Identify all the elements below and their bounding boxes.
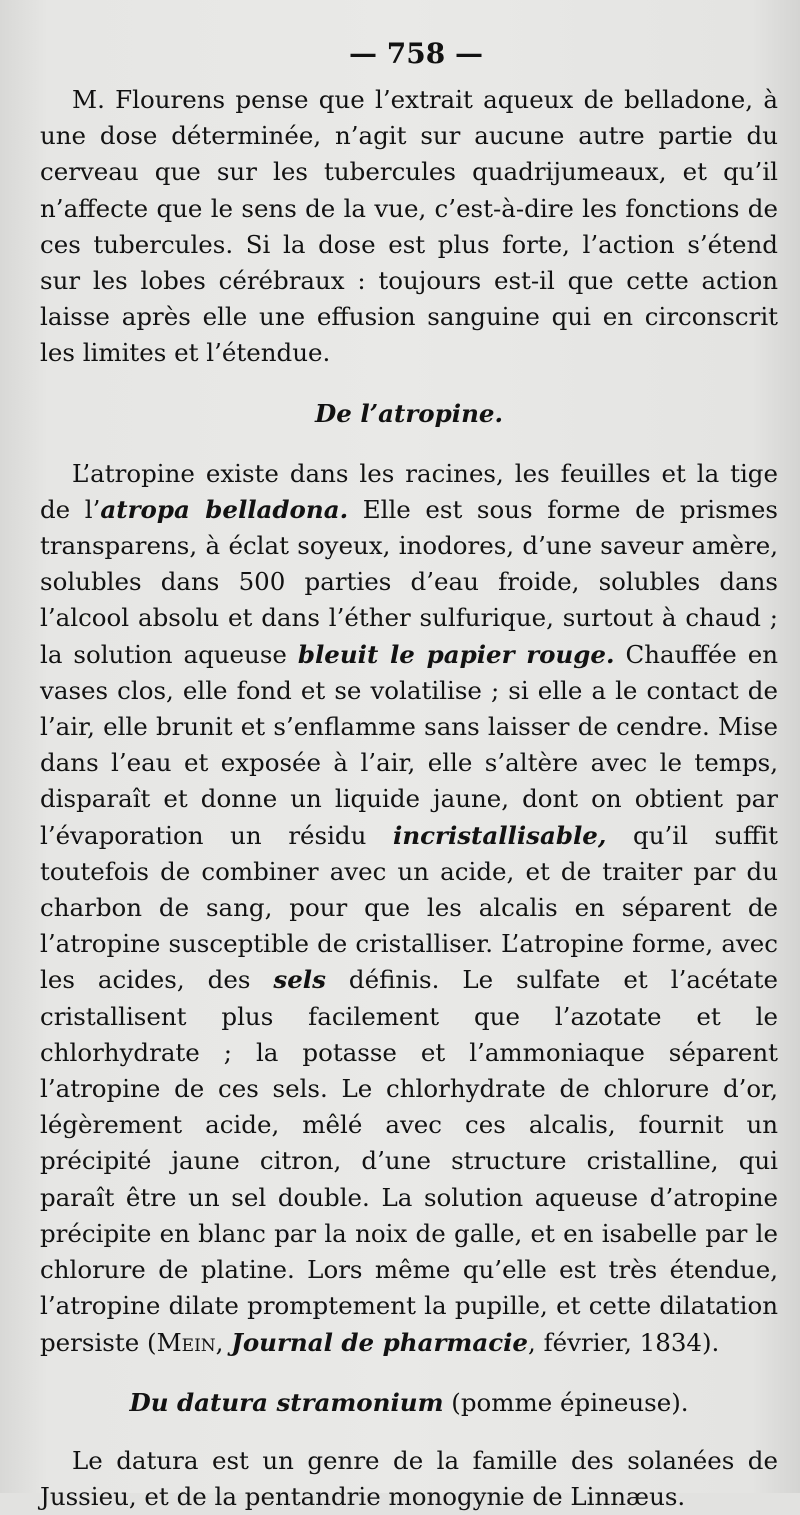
italic-word: incristallisable, [393,820,607,850]
paragraph-flourens [40,82,778,372]
italic-species-name: atropa belladona. [100,494,349,524]
text-run: définis. Le sulfate et l’acétate cristallisent plus facilement que l’azotate et le chlorhydrate ; la potasse et l’ammoniaque séparent l’atropine de ces sels. Le chlorhydrate de chlorure d’or, légèrement acide, mêlé avec ces alcalis, fournit un précipité jaune citron, d’une structure cristalline, qui paraît être un sel double. La solution aqueuse d’atropine précipite en blanc par la noix de galle, et en isabelle par le chlorure de platine. Lors même qu’elle est très étendue, l’atropine dilate promptement la pupille, et cette dilatation persiste ( [40,965,778,1357]
journal-title: Journal de pharmacie [231,1327,529,1357]
heading-plain: (pomme épineuse). [443,1387,689,1417]
page-number: — 758 — [349,37,483,70]
text-run: L’atropine existe dans les racines, les feuilles et la tige de l’ [40,458,778,524]
paragraph-datura [40,1443,778,1515]
paragraph-text: M. Flourens pense que l’extrait aqueux de belladone, à une dose déterminée, n’agit sur aucune autre partie du cerveau que sur les tubercules quadrijumeaux, et qu’il n’affecte que le sens de la vue, c’est-à-dire les fonctions de ces tubercules. Si la dose est plus forte, l’action s’étend sur les lobes cérébraux : toujours est-il que cette action laisse après elle une effusion sanguine qui en circonscrit les limites et l’étendue. [40,85,778,368]
text-run: Chauffée en vases clos, elle fond et se volatilise ; si elle a le contact de l’air, elle brunit et s’enflamme sans laisser de cendre. Mise dans l’eau et exposée à l’air, elle s’altère avec le temps, disparaît et donne un liquide jaune, dont on obtient par l’évaporation un résidu [40,639,778,850]
paragraph-text: Le datura est un genre de la famille des solanées de Jussieu, et de la pentandrie monogynie de Linnæus. [40,1445,778,1511]
paragraph-atropine [40,456,778,1361]
italic-phrase: bleuit le papier rouge. [297,639,615,669]
text-run: , [215,1327,232,1357]
text-run: , février, 1834). [528,1327,720,1357]
heading-italic: Du datura stramonium [129,1387,444,1417]
italic-word: sels [273,965,326,995]
section-heading-atropine: De l’atropine. [314,398,503,428]
author-name: Mein [156,1327,216,1357]
section-heading-datura [40,1385,778,1421]
text-run: qu’il suffit toutefois de combiner avec un acide, et de traiter par du charbon de sang, pour que les alcalis en séparent de l’atropine susceptible de cristalliser. L’atropine forme, avec les acides, des [40,820,778,995]
text-run: Elle est sous forme de prismes transparens, à éclat soyeux, inodores, d’une saveur amère, solubles dans 500 parties d’eau froide, solubles dans l’alcool absolu et dans l’éther sulfurique, surtout à chaud ; la solution aqueuse [40,494,778,669]
